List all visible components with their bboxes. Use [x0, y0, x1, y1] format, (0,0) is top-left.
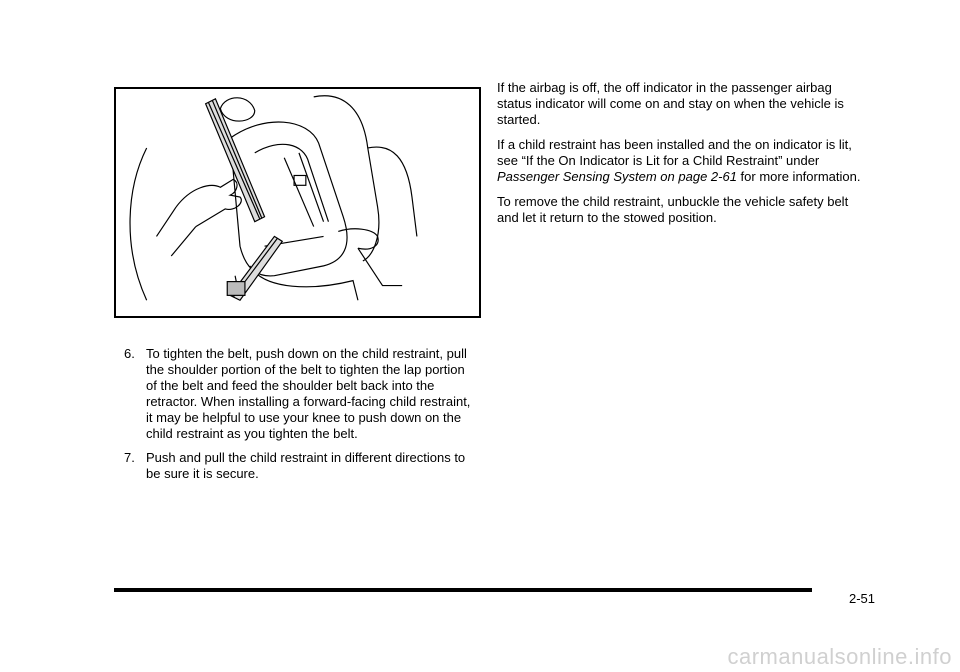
paragraph-airbag-off: If the airbag is off, the off indicator in the passenger airbag status indicator will come on and stay on when the vehicle is started. — [497, 80, 844, 127]
step-number: 7. — [124, 450, 135, 465]
right-column-text — [497, 80, 867, 235]
step-item — [124, 346, 474, 442]
child-seat-line-drawing — [116, 89, 479, 316]
step-number: 6. — [124, 346, 135, 361]
step-text: To tighten the belt, push down on the child restraint, pull the shoulder portion of the belt to tighten the lap portion of the belt and feed the shoulder belt back into the retractor. When installing a forward-facing child restraint, it may be helpful to use your knee to push down on the child restraint as you tighten the belt. — [146, 346, 471, 441]
page-number: 2-51 — [849, 591, 876, 606]
footer-rule — [114, 588, 812, 592]
watermark: carmanualsonline.info — [727, 644, 952, 669]
cross-reference-link[interactable]: Passenger Sensing System on page 2-61 — [497, 169, 737, 184]
paragraph-text: If a child restraint has been installed and the on indicator is lit, see “If the On Indicator is Lit for a Child Restraint” under — [497, 137, 852, 168]
instruction-steps — [124, 346, 474, 490]
step-item — [124, 450, 474, 482]
child-restraint-illustration — [114, 87, 481, 318]
paragraph-remove-restraint: To remove the child restraint, unbuckle the vehicle safety belt and let it return to the stowed position. — [497, 194, 849, 225]
step-text: Push and pull the child restraint in different directions to be sure it is secure. — [146, 450, 466, 481]
paragraph-text: for more information. — [736, 169, 861, 184]
paragraph-on-indicator — [497, 137, 867, 185]
